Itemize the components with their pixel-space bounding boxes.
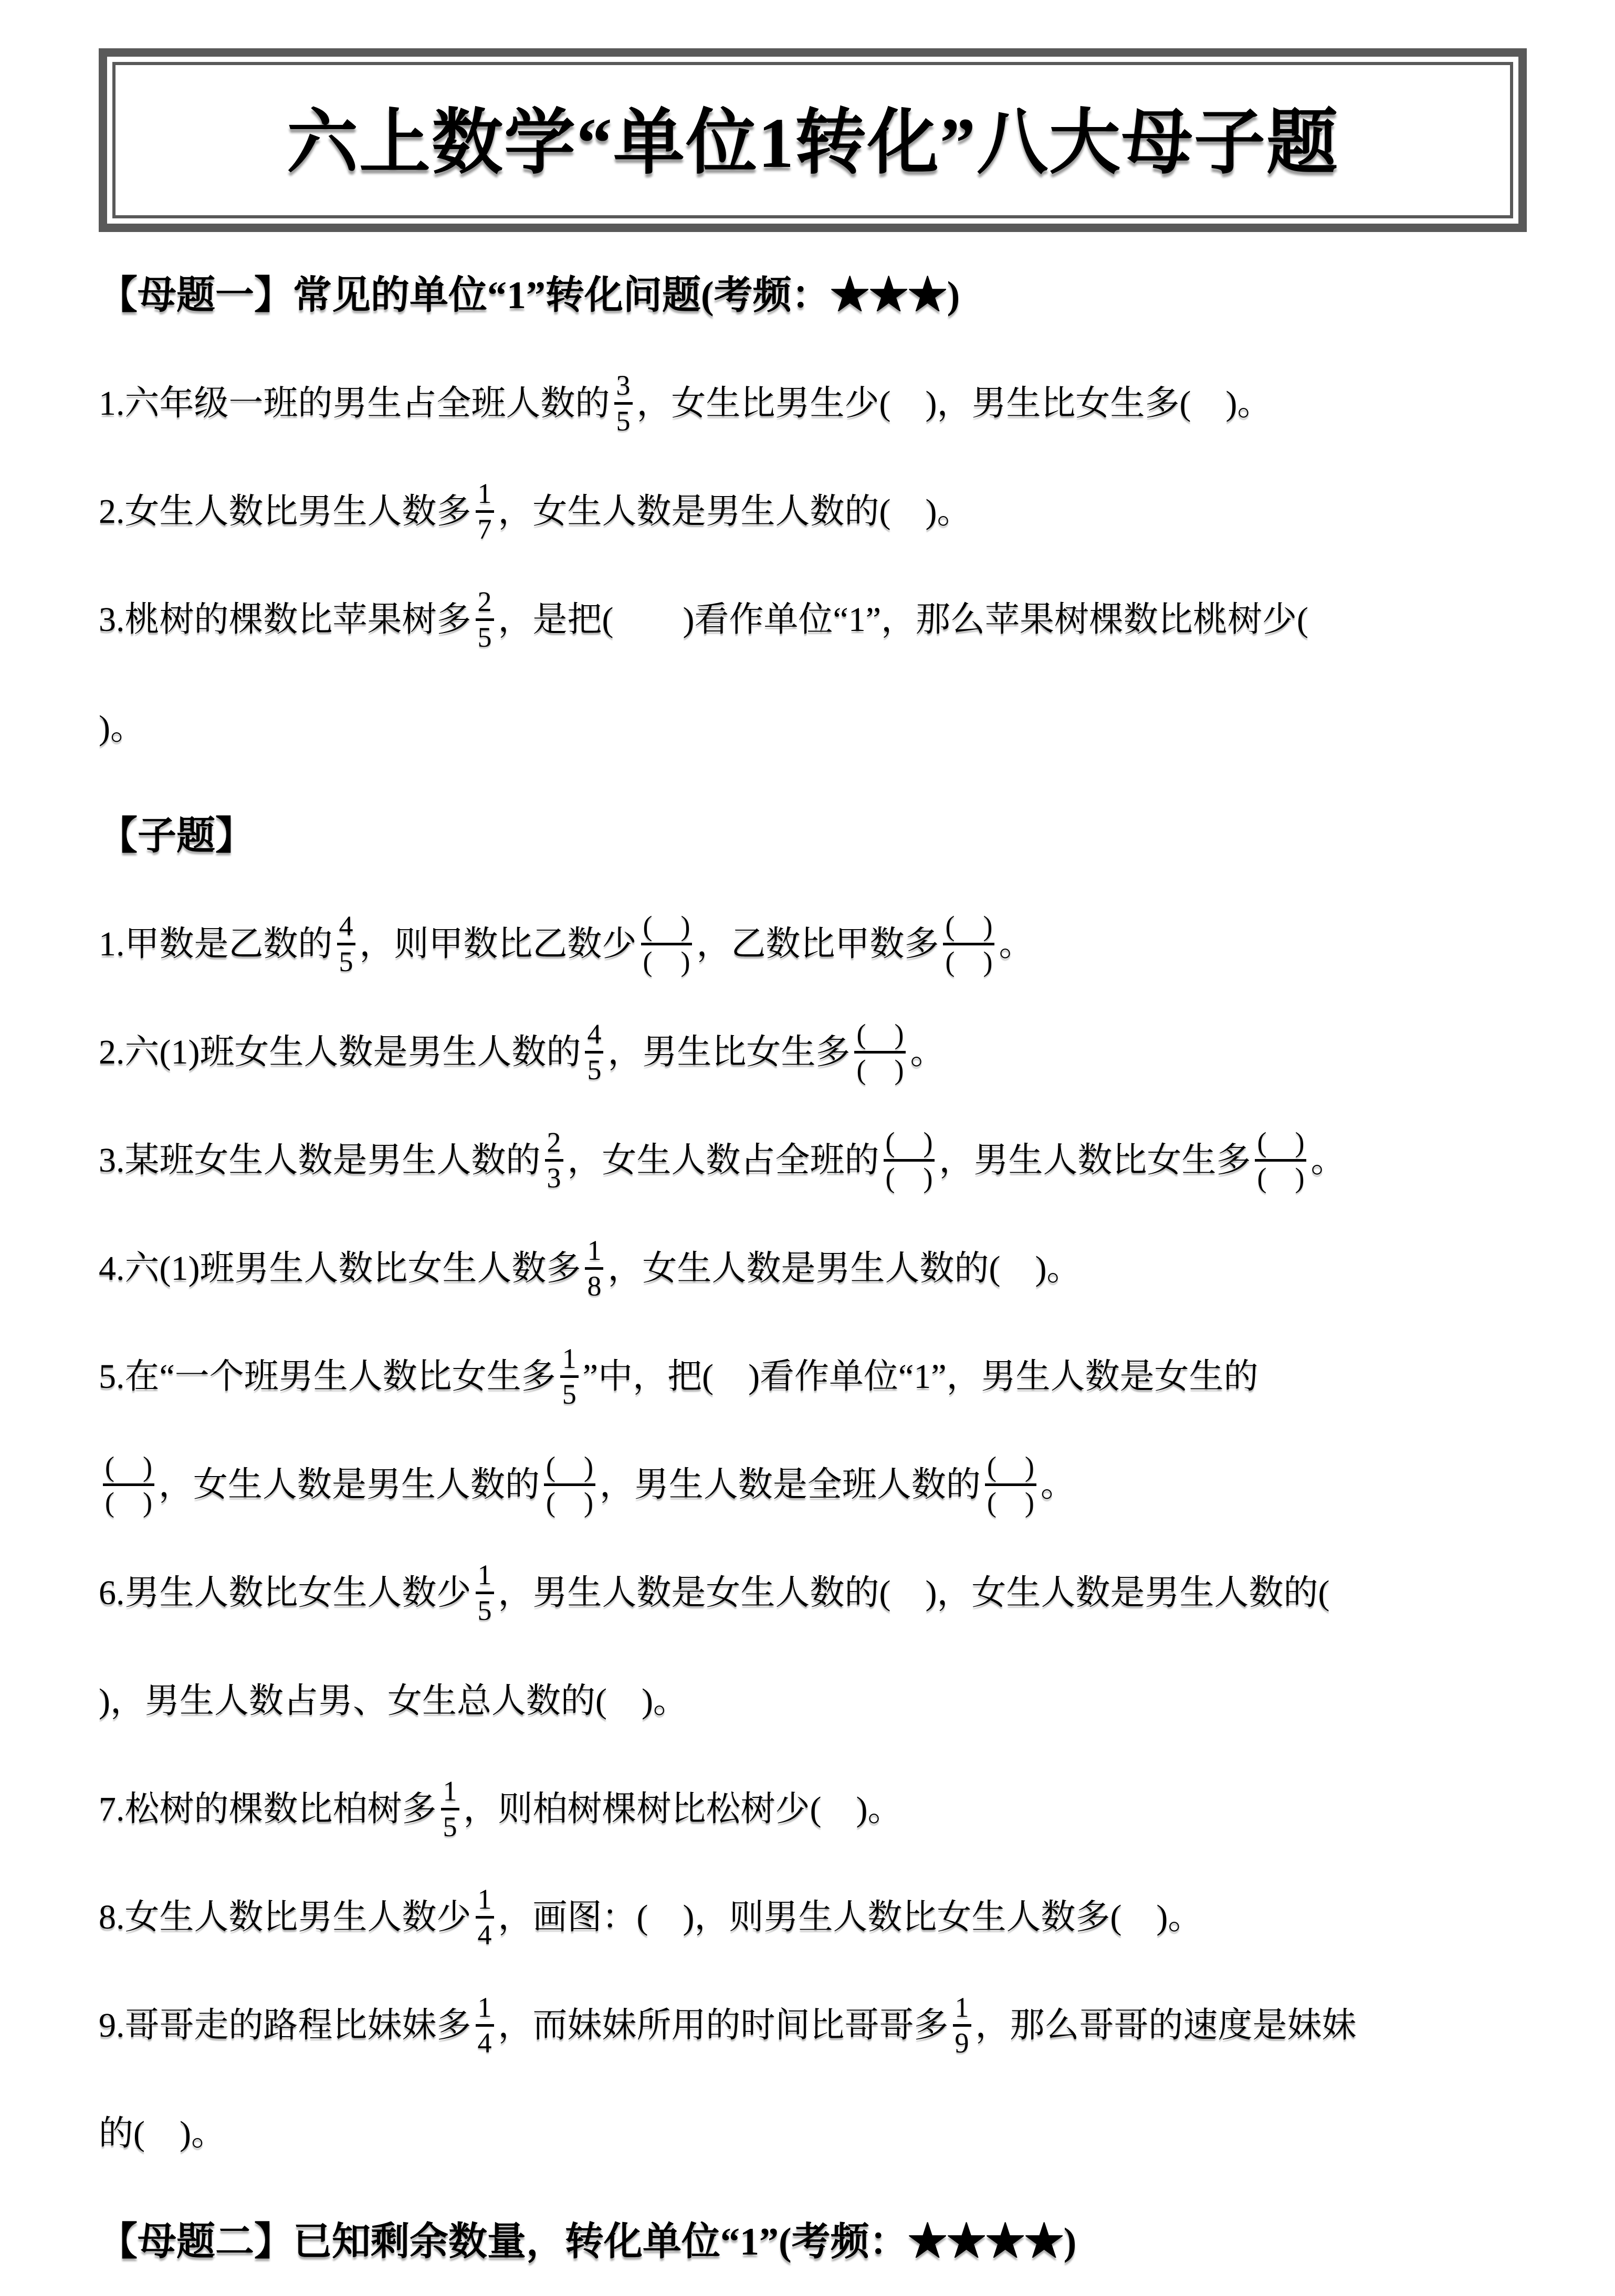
fraction-numerator: ( ) <box>544 1450 595 1487</box>
problem-sub-4 <box>99 1215 1527 1323</box>
blank-fraction <box>985 1450 1036 1520</box>
fraction <box>476 1991 494 2060</box>
fraction <box>560 1342 579 1412</box>
problem-text: )，男生人数占男、女生总人数的( )。 <box>99 1682 688 1720</box>
fraction-numerator: ( ) <box>103 1450 154 1487</box>
fraction <box>614 369 633 438</box>
problem-text: ，女生人数是男生人数的( )。 <box>498 492 972 531</box>
title-box <box>99 48 1527 232</box>
blank-fraction <box>943 910 994 979</box>
problem-sub-1 <box>99 890 1527 998</box>
problem-sub-8 <box>99 1863 1527 1972</box>
problem-text: 。 <box>910 1033 945 1071</box>
fraction-numerator: 1 <box>476 1883 494 1919</box>
problem-text: ，女生人数是男生人数的 <box>158 1466 540 1504</box>
fraction-numerator: 1 <box>441 1775 459 1811</box>
problem-sub-6-continued <box>99 1647 1527 1755</box>
fraction-numerator: ( ) <box>641 910 693 946</box>
problem-m1-3 <box>99 566 1527 674</box>
problem-text: 。 <box>999 925 1034 963</box>
problem-text: ，男生比女生多 <box>607 1033 851 1071</box>
problem-text: 8.女生人数比男生人数少 <box>99 1898 471 1936</box>
fraction-numerator: 2 <box>545 1126 563 1162</box>
problem-text: )。 <box>99 709 145 747</box>
problem-text: ，而妹妹所用的时间比哥哥多 <box>498 2006 949 2045</box>
fraction-denominator: 4 <box>477 1919 492 1951</box>
fraction-denominator: 9 <box>955 2027 969 2059</box>
problem-text: ，是把( )看作单位“1”，那么苹果树棵数比桃树少( <box>498 601 1309 639</box>
page-title: 六上数学“单位1转化”八大母子题 <box>287 104 1339 183</box>
problem-text: 1.甲数是乙数的 <box>99 925 333 963</box>
problem-sub-5 <box>99 1323 1527 1431</box>
problem-sub-3 <box>99 1107 1527 1215</box>
fraction <box>476 1558 494 1628</box>
fraction-numerator: 2 <box>476 585 494 622</box>
fraction-denominator: 5 <box>477 1595 492 1627</box>
problem-text: 7.松树的棵数比柏树多 <box>99 1790 437 1828</box>
problem-text: 。 <box>1310 1141 1346 1179</box>
fraction-denominator: 3 <box>547 1162 561 1194</box>
problem-text: 3.某班女生人数是男生人数的 <box>99 1141 541 1179</box>
problem-sub-6 <box>99 1539 1527 1647</box>
fraction-denominator: ( ) <box>546 1487 593 1519</box>
fraction <box>953 1991 971 2060</box>
problem-sub-9-continued <box>99 2080 1527 2188</box>
problem-sub-2 <box>99 998 1527 1107</box>
fraction <box>476 585 494 655</box>
section-heading-mother2: 【母题二】已知剩余数量，转化单位“1”(考频：★★★★) <box>99 2220 1077 2263</box>
fraction-denominator: ( ) <box>643 946 690 978</box>
problem-text: 3.桃树的棵数比苹果树多 <box>99 601 471 639</box>
fraction <box>545 1126 563 1195</box>
problem-sub-7 <box>99 1755 1527 1863</box>
fraction-denominator: 5 <box>587 1054 602 1086</box>
fraction-denominator: 8 <box>587 1270 602 1302</box>
problem-text: ，男生人数是全班人数的 <box>599 1466 981 1504</box>
problem-text: ，则甲数比乙数少 <box>359 925 637 963</box>
problem-sub-9 <box>99 1972 1527 2080</box>
fraction-numerator: 4 <box>585 1018 603 1054</box>
fraction-denominator: 5 <box>443 1811 457 1843</box>
fraction-numerator: 1 <box>953 1991 971 2027</box>
blank-fraction <box>641 910 693 979</box>
fraction-numerator: 1 <box>476 1991 494 2027</box>
fraction-denominator: ( ) <box>1257 1162 1305 1194</box>
blank-fraction <box>544 1450 595 1520</box>
problem-m1-2 <box>99 458 1527 566</box>
fraction-denominator: 4 <box>477 2027 492 2059</box>
fraction-numerator: 3 <box>614 369 633 405</box>
fraction <box>585 1234 603 1303</box>
problem-text: ，男生人数是女生人数的( )，女生人数是男生人数的( <box>498 1574 1330 1612</box>
blank-fraction <box>103 1450 154 1520</box>
fraction-denominator: ( ) <box>945 946 993 978</box>
problem-text: 的( )。 <box>99 2114 226 2153</box>
problem-text: ，乙数比甲数多 <box>696 925 939 963</box>
problem-text: 5.在“一个班男生人数比女生多 <box>99 1357 556 1396</box>
problem-text: 4.六(1)班男生人数比女生人数多 <box>99 1249 581 1288</box>
problem-text: 6.男生人数比女生人数少 <box>99 1574 471 1612</box>
fraction-denominator: ( ) <box>856 1054 904 1086</box>
fraction-numerator: ( ) <box>943 910 994 946</box>
problem-text: ，那么哥哥的速度是妹妹 <box>975 2006 1357 2045</box>
fraction <box>337 910 355 979</box>
fraction <box>585 1018 603 1087</box>
fraction <box>441 1775 459 1844</box>
section-heading-subproblems: 【子题】 <box>99 815 254 858</box>
fraction-numerator: 1 <box>476 477 494 513</box>
fraction-numerator: ( ) <box>854 1018 906 1054</box>
problem-sub-5-continued <box>99 1431 1527 1539</box>
problem-m1-3-continued <box>99 674 1527 782</box>
problem-text: 1.六年级一班的男生占全班人数的 <box>99 384 610 423</box>
problem-text: 9.哥哥走的路程比妹妹多 <box>99 2006 471 2045</box>
problem-text: 2.六(1)班女生人数是男生人数的 <box>99 1033 581 1071</box>
fraction-denominator: 5 <box>477 622 492 654</box>
problem-text: ，女生比男生少( )，男生比女生多( )。 <box>636 384 1272 423</box>
fraction-denominator: 5 <box>616 405 631 437</box>
fraction-numerator: 1 <box>585 1234 603 1270</box>
fraction-denominator: ( ) <box>105 1487 152 1519</box>
fraction-numerator: 1 <box>560 1342 579 1378</box>
fraction-numerator: ( ) <box>884 1126 935 1162</box>
fraction-numerator: ( ) <box>985 1450 1036 1487</box>
fraction <box>476 477 494 546</box>
fraction-denominator: 7 <box>477 513 492 545</box>
fraction-denominator: 5 <box>562 1378 576 1410</box>
fraction-denominator: ( ) <box>987 1487 1034 1519</box>
fraction-denominator: 5 <box>339 946 353 978</box>
blank-fraction <box>854 1018 906 1087</box>
blank-fraction <box>1255 1126 1306 1195</box>
section-heading-mother1: 【母题一】常见的单位“1”转化问题(考频：★★★) <box>99 274 960 317</box>
fraction <box>476 1883 494 1952</box>
title-box-inner <box>112 62 1513 218</box>
problem-text: ，女生人数是男生人数的( )。 <box>607 1249 1082 1288</box>
fraction-numerator: 1 <box>476 1558 494 1595</box>
problem-text: ，画图：( )，则男生人数比女生人数多( )。 <box>498 1898 1203 1936</box>
problem-m1-1 <box>99 350 1527 458</box>
problem-text: ”中，把( )看作单位“1”，男生人数是女生的 <box>582 1357 1259 1396</box>
blank-fraction <box>884 1126 935 1195</box>
fraction-denominator: ( ) <box>885 1162 933 1194</box>
problem-text: ，则柏树棵树比松树少( )。 <box>463 1790 903 1828</box>
problem-text: ，女生人数占全班的 <box>567 1141 879 1179</box>
fraction-numerator: ( ) <box>1255 1126 1306 1162</box>
problem-text: 2.女生人数比男生人数多 <box>99 492 471 531</box>
fraction-numerator: 4 <box>337 910 355 946</box>
problem-text: 。 <box>1040 1466 1075 1504</box>
problem-text: ，男生人数比女生多 <box>939 1141 1251 1179</box>
